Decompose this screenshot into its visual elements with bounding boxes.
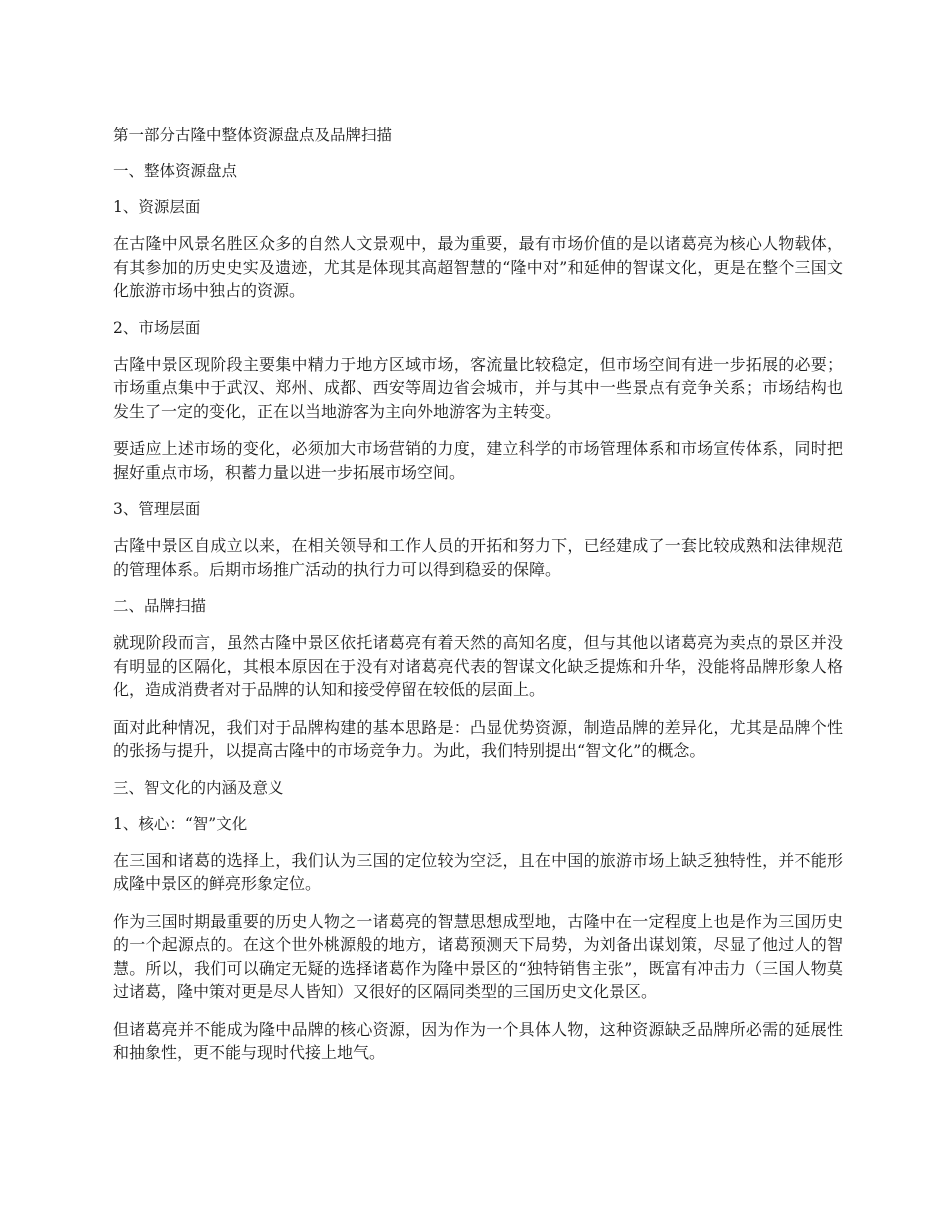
paragraph: 在三国和诸葛的选择上，我们认为三国的定位较为空泛，且在中国的旅游市场上缺乏独特性，并不能形成隆中景区的鲜亮形象定位。 <box>113 850 843 893</box>
subsection-heading-resources: 1、资源层面 <box>113 198 201 216</box>
paragraph: 面对此种情况，我们对于品牌构建的基本思路是：凸显优势资源，制造品牌的差异化，尤其是品牌个性的张扬与提升，以提高古隆中的市场竞争力。为此，我们特别提出“智文化”的概念。 <box>113 717 843 760</box>
subsection-heading-core: 1、核心：“智”文化 <box>113 814 248 833</box>
paragraph: 古隆中景区自成立以来，在相关领导和工作人员的开拓和努力下，已经建成了一套比较成熟和法律规范的管理体系。后期市场推广活动的执行力可以得到稳妥的保障。 <box>113 536 843 579</box>
paragraph: 就现阶段而言，虽然古隆中景区依托诸葛亮有着天然的高知名度，但与其他以诸葛亮为卖点的景区并没有明显的区隔化，其根本原因在于没有对诸葛亮代表的智谋文化缺乏提炼和升华，没能将品牌形象人格化，造成消费者对于品牌的认知和接受停留在较低的层面上。 <box>113 633 843 699</box>
section-heading-2: 二、品牌扫描 <box>113 597 207 615</box>
subsection-heading-management: 3、管理层面 <box>113 500 201 518</box>
paragraph: 要适应上述市场的变化，必须加大市场营销的力度，建立科学的市场管理体系和市场宣传体系，同时把握好重点市场，积蓄力量以进一步拓展市场空间。 <box>113 439 843 482</box>
paragraph: 古隆中景区现阶段主要集中精力于地方区域市场，客流量比较稳定，但市场空间有进一步拓展的必要；市场重点集中于武汉、郑州、成都、西安等周边省会城市，并与其中一些景点有竞争关系；市场结构也发生了一定的变化，正在以当地游客为主向外地游客为主转变。 <box>113 354 843 421</box>
section-heading-3: 三、智文化的内涵及意义 <box>113 778 284 797</box>
paragraph: 作为三国时期最重要的历史人物之一诸葛亮的智慧思想成型地，古隆中在一定程度上也是作为三国历史的一个起源点的。在这个世外桃源般的地方，诸葛预测天下局势，为刘备出谋划策，尽显了他过人的智慧。所以，我们可以确定无疑的选择诸葛作为隆中景区的“独特销售主张”，既富有冲击力（三国人物莫过诸葛，隆中策对更是尽人皆知）又很好的区隔同类型的三国历史文化景区。 <box>113 911 843 1001</box>
subsection-heading-market: 2、市场层面 <box>113 318 201 337</box>
document-title: 第一部分古隆中整体资源盘点及品牌扫描 <box>113 126 393 144</box>
document-body <box>113 124 843 1079</box>
paragraph: 在古隆中风景名胜区众多的自然人文景观中，最为重要，最有市场价值的是以诸葛亮为核心人物载体，有其参加的历史史实及遗迹，尤其是体现其高超智慧的“隆中对”和延伸的智谋文化，更是在整个三国文化旅游市场中独占的资源。 <box>113 234 843 300</box>
paragraph: 但诸葛亮并不能成为隆中品牌的核心资源，因为作为一个具体人物，这种资源缺乏品牌所必需的延展性和抽象性，更不能与现时代接上地气。 <box>113 1019 843 1062</box>
section-heading-1: 一、整体资源盘点 <box>113 162 238 180</box>
